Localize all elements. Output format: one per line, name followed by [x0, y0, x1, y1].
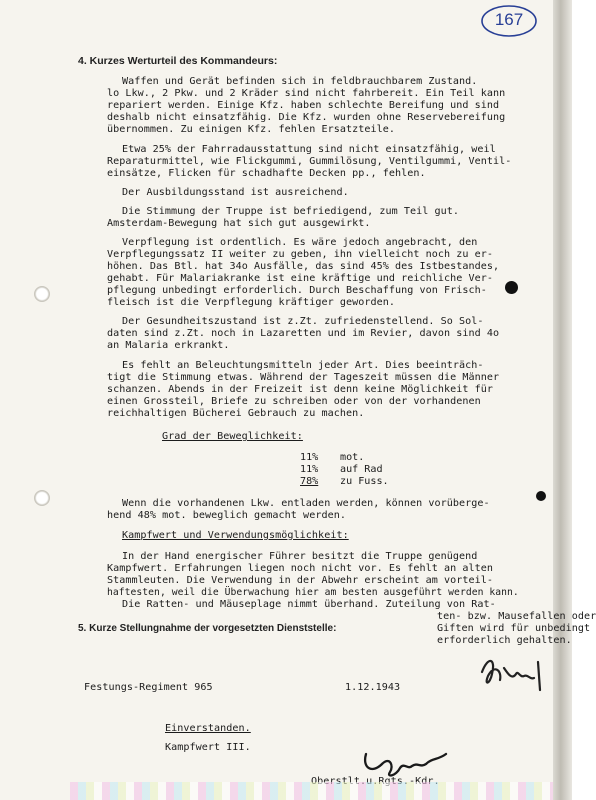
mobility-percent: 11%: [300, 464, 319, 475]
body-line: fleisch ist die Verpflegung kräftiger geworden.: [107, 297, 395, 308]
ink-blot: [505, 281, 518, 294]
page-edge: [553, 0, 572, 800]
body-line: gehabt. Für Malariakranke ist eine kräftige und reichliche Ver-: [107, 273, 493, 284]
body-line: Etwa 25% der Fahrradausstattung sind nicht einsatzfähig, weil: [122, 144, 496, 155]
approval-text: Einverstanden.: [165, 723, 251, 734]
body-line: höhen. Das Btl. hat 34o Ausfälle, das sind 45% des Istbestandes,: [107, 261, 500, 272]
body-line: lo Lkw., 2 Pkw. und 2 Kräder sind nicht fahrbereit. Ein Teil kann: [107, 88, 506, 99]
section-5-heading: 5. Kurze Stellungnahme der vorgesetzten Dienststelle:: [78, 623, 337, 634]
punch-hole: [34, 286, 50, 302]
body-line: repariert werden. Einige Kfz. haben schlechte Bereifung und sind: [107, 100, 500, 111]
body-line: Verpflegungssatz II weiter zu geben, ihn vielleicht noch zu er-: [107, 249, 493, 260]
body-line: Es fehlt an Beleuchtungsmitteln jeder Art. Dies beeinträch-: [122, 360, 484, 371]
body-line: Der Ausbildungsstand ist ausreichend.: [122, 187, 349, 198]
body-line: einsätze, Flicken für schadhafte Decken pp., fehlen.: [107, 168, 426, 179]
mobility-heading: Grad der Beweglichkeit:: [162, 431, 303, 442]
body-line: übernommen. Zu einigen Kfz. fehlen Ersatzteile.: [107, 124, 395, 135]
body-line: reichhaltigen Bücherei Gebrauch zu machen.: [107, 408, 365, 419]
document-date: 1.12.1943: [345, 682, 401, 693]
body-line: haftesten, weil die Überwachung hier am besten ausgeführt werden kann.: [107, 587, 519, 598]
body-line: Der Gesundheitszustand ist z.Zt. zufriedenstellend. So Sol-: [122, 316, 484, 327]
body-line: einen Grossteil, Briefe zu schreiben oder von der vorhandenen: [107, 396, 481, 407]
body-line: Die Ratten- und Mäuseplage nimmt überhand. Zuteilung von Rat-: [122, 599, 496, 610]
body-line: pflegung unbedingt erforderlich. Durch Beschaffung von Frisch-: [107, 285, 487, 296]
body-line: deshalb nicht einsatzfähig. Die Kfz. wurden ohne Reservebereifung: [107, 112, 506, 123]
scan-artifact-strip: [70, 782, 553, 800]
kampfwert-rating: Kampfwert III.: [165, 742, 251, 753]
body-line: Stammleuten. Die Verwendung in der Abwehr erscheint am vorteil-: [107, 575, 493, 586]
body-line: Die Stimmung der Truppe ist befriedigend, zum Teil gut.: [122, 206, 459, 217]
mobility-label: mot.: [340, 452, 365, 463]
body-line: hend 48% mot. beweglich gemacht werden.: [107, 510, 346, 521]
body-line: an Malaria erkrankt.: [107, 340, 230, 351]
continuation-line: ten- bzw. Mausefallen oder: [437, 611, 596, 622]
section-4-heading: 4. Kurzes Werturteil des Kommandeurs:: [78, 55, 278, 67]
punch-hole: [34, 490, 50, 506]
handwritten-initials-signature: [474, 650, 548, 694]
body-line: Wenn die vorhandenen Lkw. entladen werden, können vorüberge-: [122, 498, 490, 509]
mobility-percent: 11%: [300, 452, 319, 463]
body-line: Amsterdam-Bewegung hat sich gut ausgewirkt.: [107, 218, 371, 229]
continuation-line: Giften wird für unbedingt: [437, 623, 591, 634]
body-line: Verpflegung ist ordentlich. Es wäre jedoch angebracht, den: [122, 237, 478, 248]
stamp-number: 167: [494, 10, 524, 29]
body-line: Reparaturmittel, wie Flickgummi, Gummilösung, Ventilgummi, Ventil-: [107, 156, 512, 167]
mobility-label: auf Rad: [340, 464, 383, 475]
page-number-stamp: [479, 4, 539, 38]
body-line: Kampfwert. Erfahrungen liegen noch nicht vor. Es fehlt an alten: [107, 563, 493, 574]
mobility-label: zu Fuss.: [340, 476, 389, 487]
continuation-line: erforderlich gehalten.: [437, 635, 572, 646]
body-line: Waffen und Gerät befinden sich in feldbrauchbarem Zustand.: [122, 76, 478, 87]
body-line: tigt die Stimmung etwas. Während der Tageszeit müssen die Männer: [107, 372, 500, 383]
kampfwert-heading: Kampfwert und Verwendungsmöglichkeit:: [122, 530, 349, 541]
body-line: schanzen. Abends in der Freizeit ist denn keine Möglichkeit für: [107, 384, 493, 395]
body-line: In der Hand energischer Führer besitzt die Truppe genügend: [122, 551, 478, 562]
mobility-percent: 78%: [300, 476, 319, 487]
body-line: daten sind z.Zt. noch in Lazaretten und im Revier, davon sind 4o: [107, 328, 500, 339]
ink-blot: [536, 491, 546, 501]
regiment-name: Festungs-Regiment 965: [84, 682, 213, 693]
